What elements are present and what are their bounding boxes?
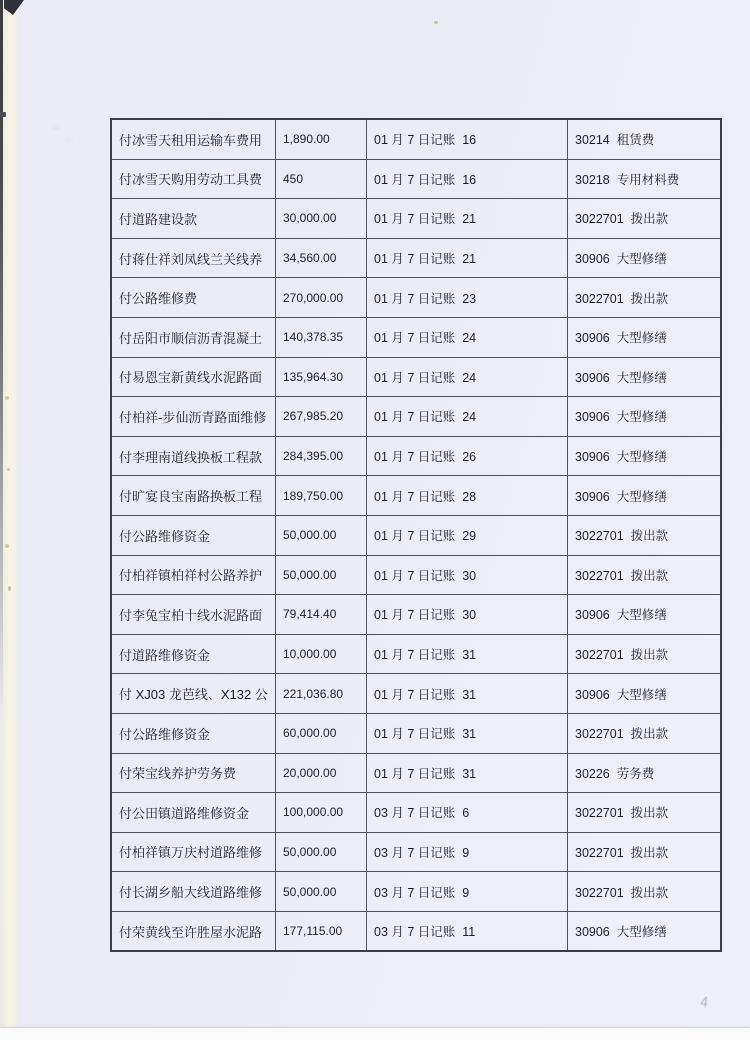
cell-date-entry: 01 月 7 日记账 30 [367, 555, 568, 595]
cell-account: 30906 大型修缮 [568, 476, 722, 516]
ledger-table-body [111, 119, 721, 951]
cell-date-entry: 01 月 7 日记账 16 [367, 119, 568, 159]
paper-speck [7, 468, 10, 471]
cell-date-entry: 01 月 7 日记账 24 [367, 357, 568, 397]
cell-description: 付李理南道线换板工程款 [111, 436, 276, 476]
paper-smudge [52, 126, 60, 129]
cell-account: 3022701 拨出款 [568, 832, 722, 872]
cell-account: 3022701 拨出款 [568, 278, 722, 318]
cell-description: 付公路维修资金 [111, 515, 276, 555]
table-row [111, 119, 721, 159]
cell-amount: 20,000.00 [276, 753, 367, 793]
table-row [111, 872, 721, 912]
cell-date-entry: 01 月 7 日记账 30 [367, 595, 568, 635]
cell-amount: 34,560.00 [276, 238, 367, 278]
cell-description: 付荣宝线养护劳务费 [111, 753, 276, 793]
cell-description: 付柏祥-步仙沥青路面维修 [111, 397, 276, 437]
cell-description: 付蒋仕祥刘凤线兰关线养 [111, 238, 276, 278]
table-row [111, 357, 721, 397]
table-row [111, 199, 721, 239]
table-row [111, 793, 721, 833]
cell-amount: 100,000.00 [276, 793, 367, 833]
table-row [111, 911, 721, 951]
cell-date-entry: 01 月 7 日记账 28 [367, 476, 568, 516]
cell-account: 30906 大型修缮 [568, 911, 722, 951]
cell-amount: 140,378.35 [276, 317, 367, 357]
cell-date-entry: 01 月 7 日记账 24 [367, 317, 568, 357]
cell-date-entry: 01 月 7 日记账 29 [367, 515, 568, 555]
cell-date-entry: 01 月 7 日记账 24 [367, 397, 568, 437]
cell-date-entry: 03 月 7 日记账 9 [367, 832, 568, 872]
table-row [111, 595, 721, 635]
cell-amount: 10,000.00 [276, 634, 367, 674]
cell-date-entry: 03 月 7 日记账 9 [367, 872, 568, 912]
cell-description: 付李兔宝柏十线水泥路面 [111, 595, 276, 635]
cell-amount: 30,000.00 [276, 199, 367, 239]
scan-edge-dark [0, 0, 3, 720]
cell-description: 付柏祥镇万庆村道路维修 [111, 832, 276, 872]
paper-smudge [66, 138, 72, 142]
cell-description: 付长湖乡船大线道路维修 [111, 872, 276, 912]
cell-amount: 135,964.30 [276, 357, 367, 397]
cell-amount: 221,036.80 [276, 674, 367, 714]
cell-description: 付荣黄线至许胜屋水泥路 [111, 911, 276, 951]
cell-amount: 267,985.20 [276, 397, 367, 437]
cell-amount: 189,750.00 [276, 476, 367, 516]
cell-date-entry: 01 月 7 日记账 31 [367, 674, 568, 714]
table-row [111, 634, 721, 674]
table-row [111, 753, 721, 793]
cell-account: 30906 大型修缮 [568, 674, 722, 714]
cell-amount: 50,000.00 [276, 832, 367, 872]
cell-description: 付道路建设款 [111, 199, 276, 239]
paper-speck [434, 21, 438, 24]
cell-date-entry: 01 月 7 日记账 31 [367, 713, 568, 753]
table-row [111, 832, 721, 872]
table-row [111, 436, 721, 476]
table-row [111, 555, 721, 595]
table-row [111, 278, 721, 318]
table-row [111, 238, 721, 278]
cell-description: 付冰雪天购用劳动工具费 [111, 159, 276, 199]
cell-account: 30906 大型修缮 [568, 397, 722, 437]
cell-account: 30906 大型修缮 [568, 436, 722, 476]
cell-description: 付道路维修资金 [111, 634, 276, 674]
cell-account: 30906 大型修缮 [568, 595, 722, 635]
cell-account: 3022701 拨出款 [568, 555, 722, 595]
cell-date-entry: 03 月 7 日记账 6 [367, 793, 568, 833]
cell-account: 3022701 拨出款 [568, 872, 722, 912]
cell-description: 付旷宴良宝南路换板工程 [111, 476, 276, 516]
cell-amount: 1,890.00 [276, 119, 367, 159]
table-row [111, 159, 721, 199]
cell-account: 30214 租赁费 [568, 119, 722, 159]
cell-amount: 177,115.00 [276, 911, 367, 951]
cell-date-entry: 03 月 7 日记账 11 [367, 911, 568, 951]
cell-account: 30226 劳务费 [568, 753, 722, 793]
cell-account: 3022701 拨出款 [568, 515, 722, 555]
cell-date-entry: 01 月 7 日记账 31 [367, 753, 568, 793]
scan-edge-cream [2, 0, 18, 1028]
table-row [111, 713, 721, 753]
cell-date-entry: 01 月 7 日记账 31 [367, 634, 568, 674]
cell-account: 30906 大型修缮 [568, 317, 722, 357]
cell-amount: 50,000.00 [276, 872, 367, 912]
cell-date-entry: 01 月 7 日记账 21 [367, 238, 568, 278]
cell-amount: 270,000.00 [276, 278, 367, 318]
cell-description: 付 XJ03 龙芭线、X132 公 [111, 674, 276, 714]
page-number-mark: 4 [699, 993, 709, 1012]
cell-amount: 50,000.00 [276, 555, 367, 595]
cell-account: 30218 专用材料费 [568, 159, 722, 199]
cell-account: 3022701 拨出款 [568, 793, 722, 833]
table-row [111, 674, 721, 714]
cell-description: 付公路维修费 [111, 278, 276, 318]
cell-description: 付易恩宝新黄线水泥路面 [111, 357, 276, 397]
cell-description: 付公路维修资金 [111, 713, 276, 753]
cell-date-entry: 01 月 7 日记账 26 [367, 436, 568, 476]
table-row [111, 317, 721, 357]
table-row [111, 515, 721, 555]
table-row [111, 397, 721, 437]
cell-description: 付岳阳市顺信沥青混凝土 [111, 317, 276, 357]
cell-amount: 50,000.00 [276, 515, 367, 555]
cell-amount: 450 [276, 159, 367, 199]
cell-description: 付冰雪天租用运输车费用 [111, 119, 276, 159]
cell-account: 3022701 拨出款 [568, 199, 722, 239]
cell-date-entry: 01 月 7 日记账 16 [367, 159, 568, 199]
cell-date-entry: 01 月 7 日记账 21 [367, 199, 568, 239]
ledger-table [110, 118, 722, 952]
cell-amount: 284,395.00 [276, 436, 367, 476]
cell-account: 3022701 拨出款 [568, 634, 722, 674]
paper-speck [5, 544, 9, 548]
cell-amount: 60,000.00 [276, 713, 367, 753]
table-row [111, 476, 721, 516]
scan-edge-notch [0, 112, 6, 117]
cell-date-entry: 01 月 7 日记账 23 [367, 278, 568, 318]
cell-account: 3022701 拨出款 [568, 713, 722, 753]
cell-amount: 79,414.40 [276, 595, 367, 635]
cell-description: 付柏祥镇柏祥村公路养护 [111, 555, 276, 595]
paper-speck [8, 586, 11, 591]
cell-description: 付公田镇道路维修资金 [111, 793, 276, 833]
paper-speck [5, 396, 9, 400]
cell-account: 30906 大型修缮 [568, 238, 722, 278]
scan-bottom-strip [0, 1028, 750, 1040]
cell-account: 30906 大型修缮 [568, 357, 722, 397]
